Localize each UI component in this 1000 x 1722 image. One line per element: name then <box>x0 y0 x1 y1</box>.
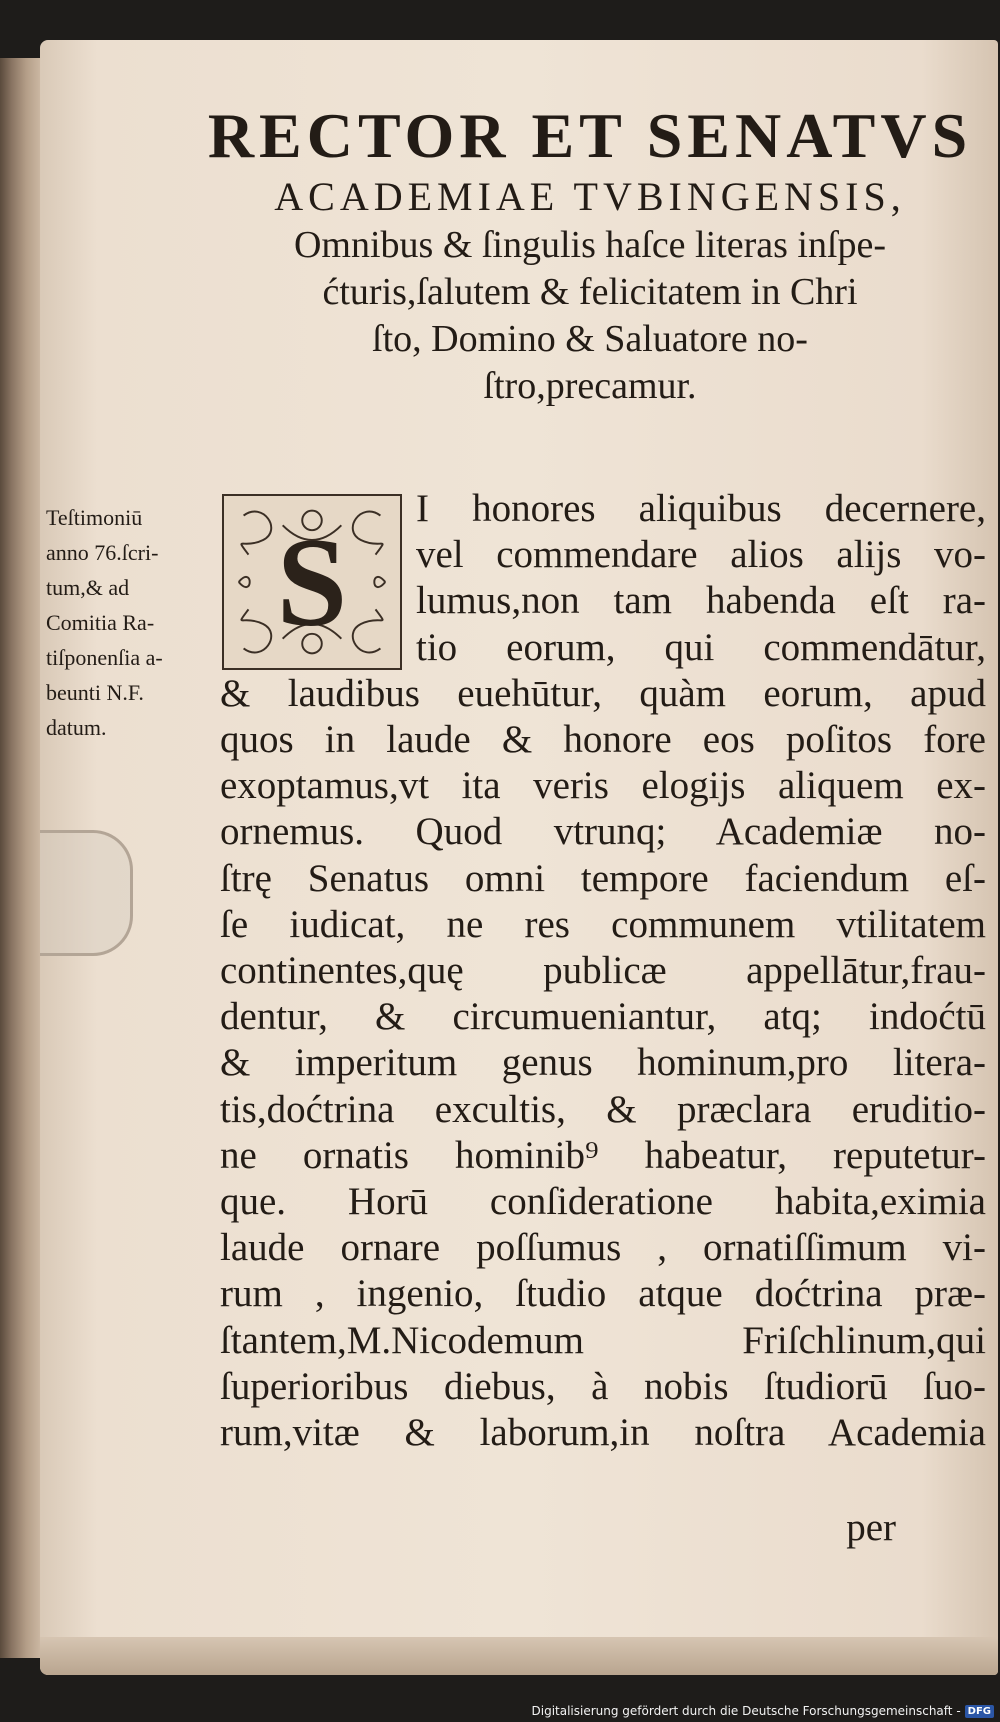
catchword: per <box>846 1506 896 1549</box>
greeting-line: Omnibus & ſingulis haſce literas inſpe- <box>293 224 887 266</box>
body-line: ornemus. Quod vtrunq; Academiæ no- <box>220 810 986 854</box>
margin-note <box>46 500 196 745</box>
body-line: ſe iudicat, ne res communem vtilitatem <box>220 902 986 946</box>
dfg-logo: DFG <box>965 1705 994 1718</box>
body-line: quos in laude & honore eos poſitos fore <box>220 718 986 762</box>
body-line: tis,doćtrina excultis, & præclara eruditio- <box>220 1087 986 1131</box>
heading-title: RECTOR ET SENATVS <box>207 100 973 171</box>
body-line: rum , ingenio, ſtudio atque doćtrina præ- <box>220 1272 986 1316</box>
digitization-credit <box>532 1704 995 1718</box>
body-line: tio eorum, qui commendātur, <box>416 625 986 669</box>
body-line: rum,vitæ & laborum,in noſtra Academia <box>220 1411 986 1455</box>
greeting-line: ſtro,precamur. <box>483 365 697 407</box>
body-line: ne ornatis hominib⁹ habeatur, reputetur- <box>220 1133 986 1177</box>
greeting-line: ſto, Domino & Saluatore no- <box>372 318 808 360</box>
margin-note-line: Comitia Ra- <box>46 610 155 635</box>
drop-cap-letter: S <box>276 513 348 653</box>
body-text <box>220 486 986 1456</box>
body-line: laude ornare poſſumus , ornatiſſimum vi- <box>220 1226 986 1270</box>
body-line: ſtrę Senatus omni tempore faciendum eſ- <box>220 856 986 900</box>
body-line: & laudibus euehūtur, quàm eorum, apud <box>220 671 986 715</box>
margin-note-line: tiſponenſia a- <box>46 645 163 670</box>
body-line: lumus,non tam habenda eſt ra- <box>416 579 986 623</box>
margin-note-line: datum. <box>46 715 107 740</box>
margin-note-line: anno 76.ſcri- <box>46 540 159 565</box>
greeting-line: ćturis,ſalutem & felicitatem in Chri <box>322 271 858 313</box>
heading-block <box>200 100 980 410</box>
margin-note-line: Teſtimoniū <box>46 505 143 530</box>
page-bottom-edge <box>40 1637 998 1675</box>
body-line: & imperitum genus hominum,pro litera- <box>220 1041 986 1085</box>
body-line: dentur, & circumueniantur, atq; indoćtū <box>220 995 986 1039</box>
heading-subtitle: ACADEMIAE TVBINGENSIS, <box>274 174 906 219</box>
margin-note-line: tum,& ad <box>46 575 130 600</box>
margin-note-line: beunti N.F. <box>46 680 144 705</box>
credit-text: Digitalisierung gefördert durch die Deutsche Forschungsgemeinschaft - <box>531 1704 961 1718</box>
body-line: vel commendare alios alijs vo- <box>416 533 986 577</box>
body-line: continentes,quę publicæ appellātur,frau- <box>220 949 986 993</box>
body-line: I honores aliquibus decernere, <box>416 487 986 530</box>
body-line: ſtantem,M.Nicodemum Friſchlinum,qui <box>220 1318 986 1362</box>
body-line: ſuperioribus diebus, à nobis ſtudiorū ſuo- <box>220 1364 986 1408</box>
body-line: que. Horū conſideratione habita,eximia <box>220 1180 986 1224</box>
body-line: exoptamus,vt ita veris elogijs aliquem ex- <box>220 764 986 808</box>
page-clip <box>40 830 133 956</box>
